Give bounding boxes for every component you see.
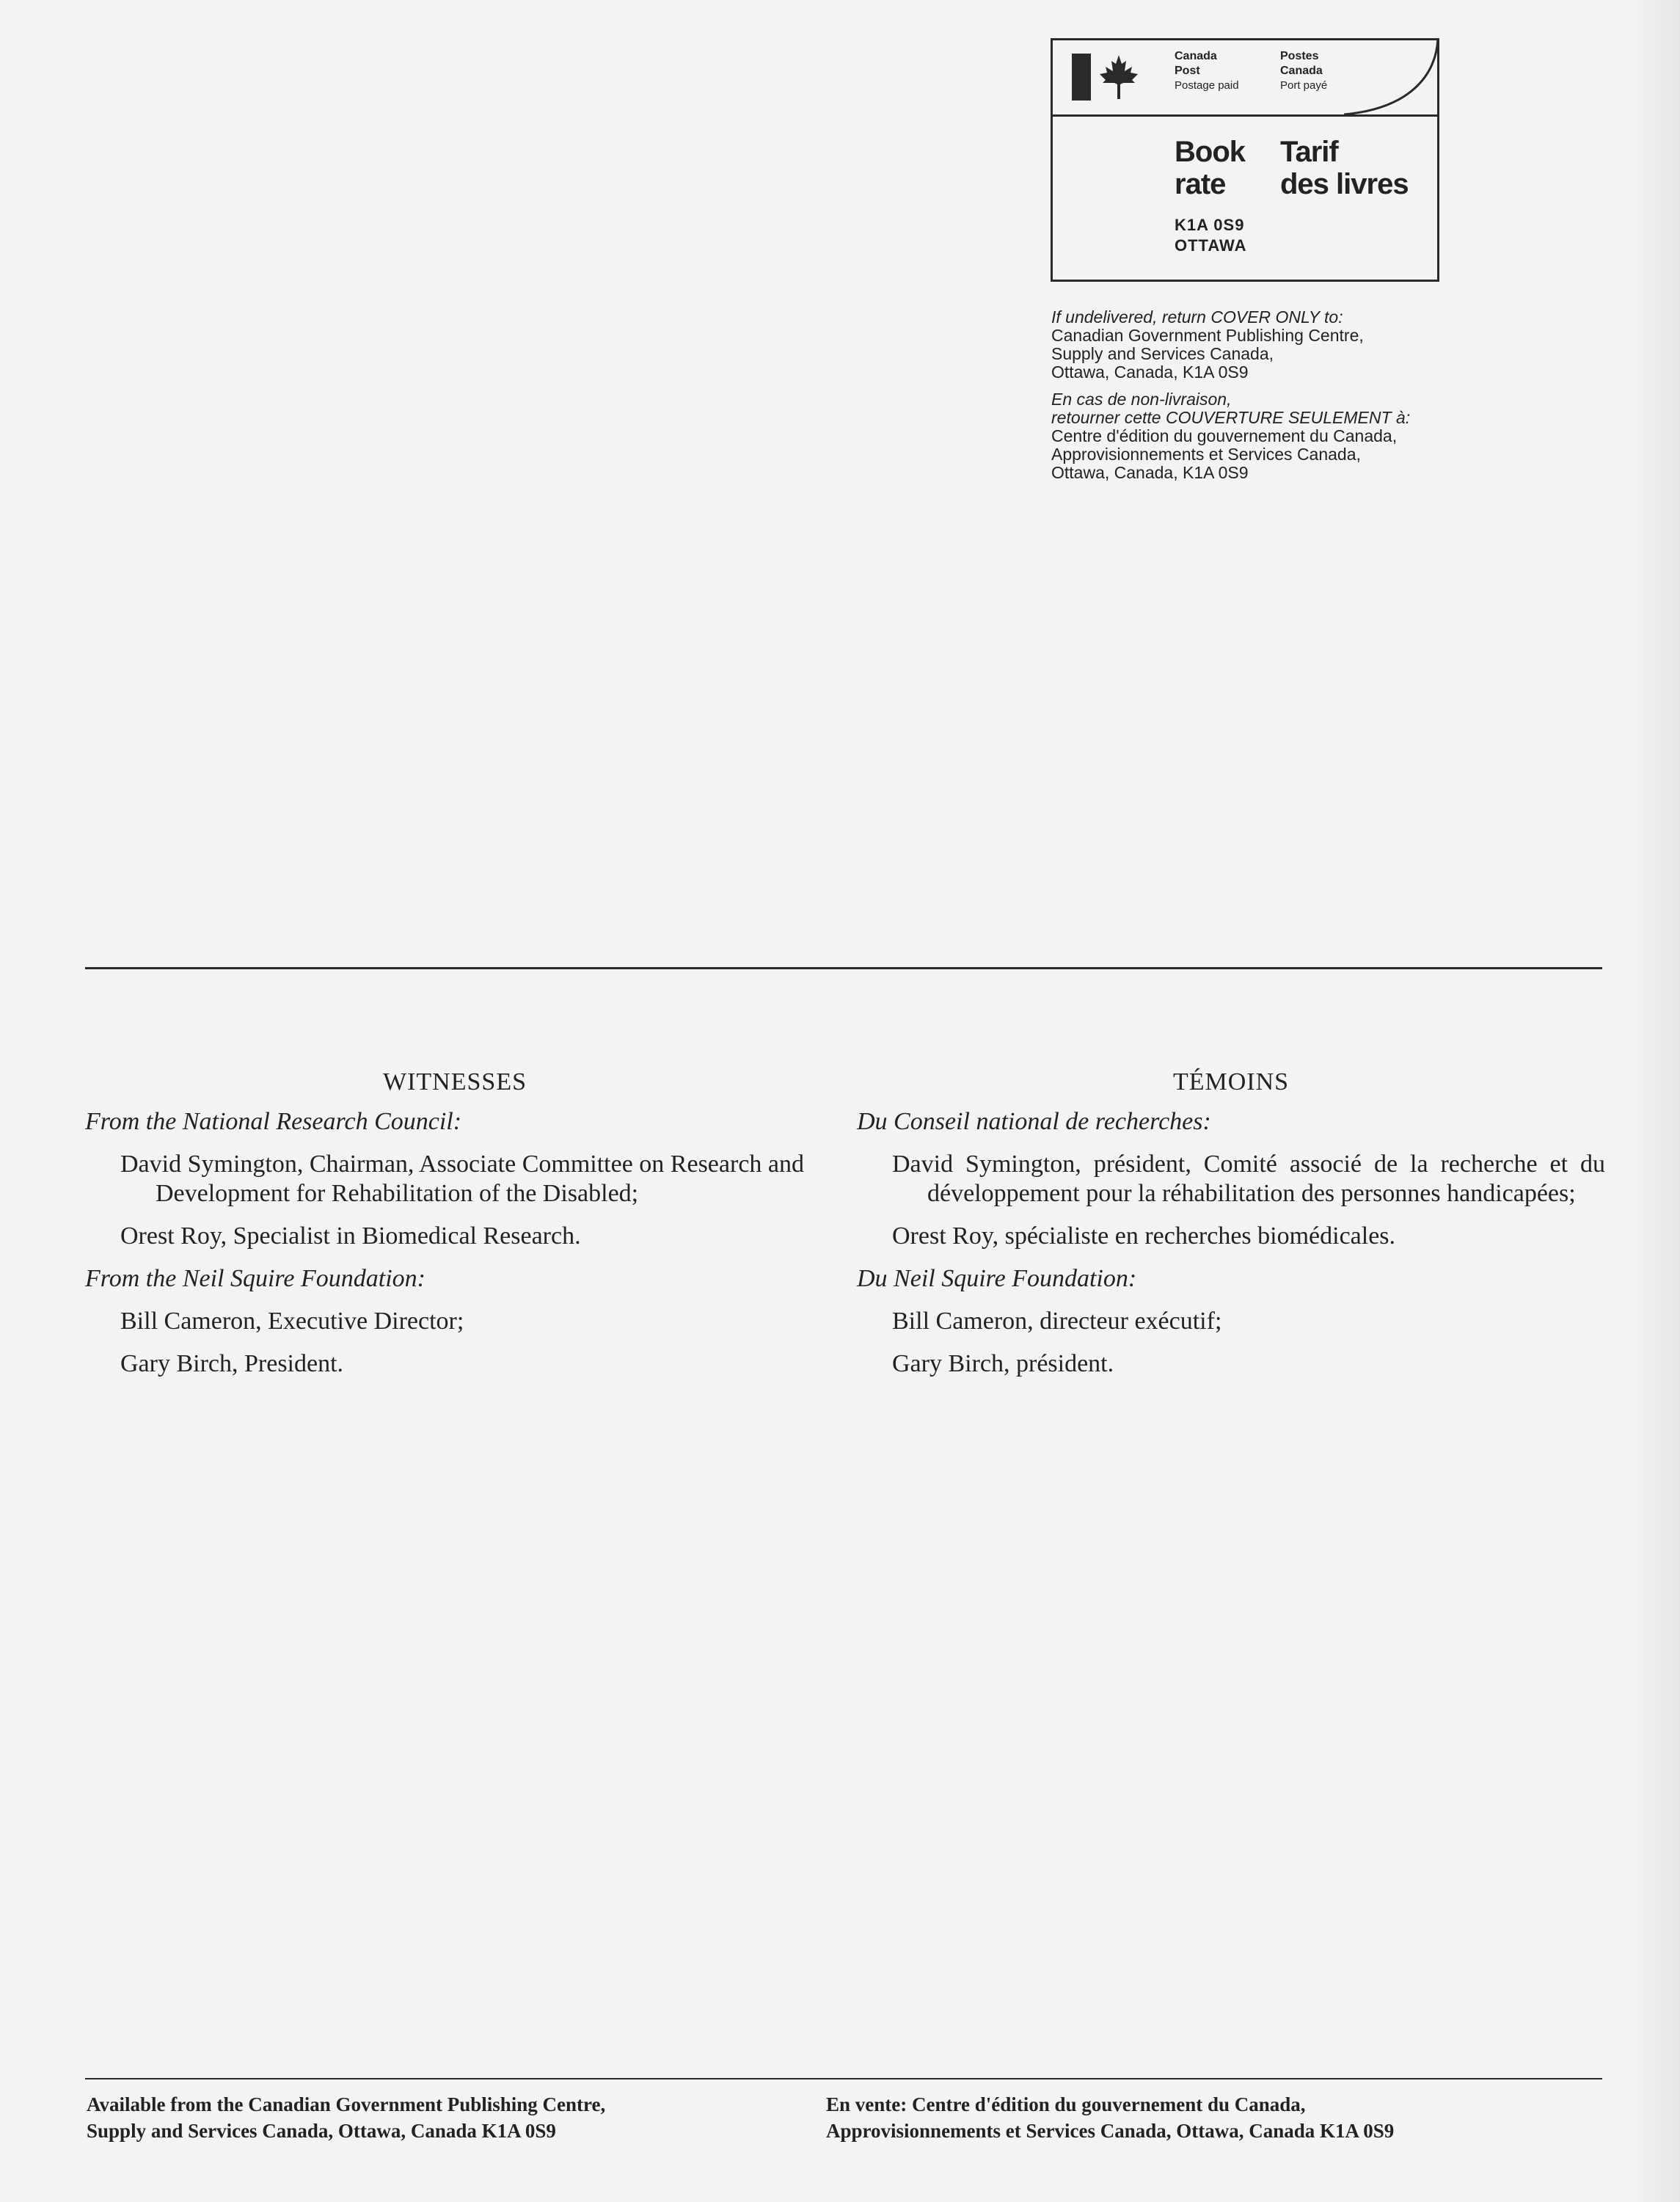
availability-english — [87, 2091, 820, 2144]
post-name-line: Post — [1175, 65, 1200, 77]
book-rate-french — [1280, 136, 1409, 200]
city: OTTAWA — [1175, 236, 1247, 255]
book-rate-english — [1175, 136, 1245, 200]
witness-entry: Gary Birch, President. — [120, 1350, 344, 1377]
organization-label: Du Conseil national de recherches: — [857, 1108, 1211, 1135]
witness-entry: Gary Birch, président. — [892, 1350, 1114, 1377]
indicia-curve — [1344, 38, 1439, 119]
witnesses-english — [85, 1068, 825, 1392]
witness-entry: Bill Cameron, directeur exécutif; — [892, 1308, 1222, 1335]
page-edge-shadow — [1629, 0, 1680, 2202]
return-line: Centre d'édition du gouvernement du Canada, — [1051, 426, 1398, 445]
return-line: Approvisionnements et Services Canada, — [1051, 445, 1361, 464]
return-address-french — [1051, 390, 1579, 482]
flag-bar — [1072, 54, 1091, 101]
postage-paid-label: Port payé — [1280, 79, 1328, 92]
footer-line: Supply and Services Canada, Ottawa, Canada K1A 0S9 — [87, 2120, 556, 2142]
rate-line: Book — [1175, 136, 1245, 168]
witness-entry: Orest Roy, Specialist in Biomedical Research. — [120, 1222, 581, 1250]
post-name-french — [1280, 49, 1327, 93]
return-address — [1051, 308, 1579, 491]
organization-label: From the Neil Squire Foundation: — [85, 1265, 426, 1292]
footer-line: Approvisionnements et Services Canada, Ottawa, Canada K1A 0S9 — [826, 2120, 1395, 2142]
organization-label: Du Neil Squire Foundation: — [857, 1265, 1137, 1292]
footer-line: En vente: Centre d'édition du gouvernement du Canada, — [826, 2093, 1306, 2115]
witness-entry: Bill Cameron, Executive Director; — [120, 1308, 464, 1335]
postage-indicia — [1051, 38, 1439, 282]
return-line: Ottawa, Canada, K1A 0S9 — [1051, 463, 1249, 482]
post-name-line: Canada — [1280, 65, 1323, 77]
return-line: Ottawa, Canada, K1A 0S9 — [1051, 362, 1249, 382]
indicia-header — [1053, 40, 1437, 117]
footer-line: Available from the Canadian Government Publishing Centre, — [87, 2093, 606, 2115]
witness-entry: Orest Roy, spécialiste en recherches biomédicales. — [892, 1222, 1396, 1250]
indicia-postal-code — [1175, 215, 1246, 256]
rate-line: Tarif — [1280, 136, 1338, 168]
return-intro: retourner cette COUVERTURE SEULEMENT à: — [1051, 408, 1411, 427]
organization-label: From the National Research Council: — [85, 1108, 462, 1135]
section-heading: WITNESSES — [383, 1068, 527, 1095]
witness-entry: David Symington, président, Comité associé de la recherche et du développement pour la réhabilitation des personnes handicapées; — [892, 1151, 1605, 1207]
witnesses-french — [857, 1068, 1605, 1392]
rate-line: rate — [1175, 168, 1226, 200]
post-name-line: Canada — [1175, 50, 1217, 62]
post-name-english — [1175, 49, 1239, 93]
witness-entry: David Symington, Chairman, Associate Committee on Research and Development for Rehabilitation of the Disabled; — [120, 1151, 804, 1207]
availability-french — [826, 2091, 1618, 2144]
divider-rule — [85, 967, 1602, 969]
postage-paid-label: Postage paid — [1175, 79, 1239, 92]
rate-line: des livres — [1280, 168, 1409, 200]
section-heading: TÉMOINS — [1172, 1068, 1290, 1095]
footer-rule — [85, 2078, 1602, 2079]
return-intro: En cas de non-livraison, — [1051, 390, 1232, 409]
return-line: Canadian Government Publishing Centre, — [1051, 326, 1364, 345]
post-name-line: Postes — [1280, 50, 1319, 62]
return-address-english — [1051, 308, 1579, 382]
maple-leaf-icon — [1095, 52, 1142, 103]
return-intro: If undelivered, return COVER ONLY to: — [1051, 307, 1343, 327]
return-line: Supply and Services Canada, — [1051, 344, 1274, 363]
postal-code: K1A 0S9 — [1175, 216, 1245, 234]
